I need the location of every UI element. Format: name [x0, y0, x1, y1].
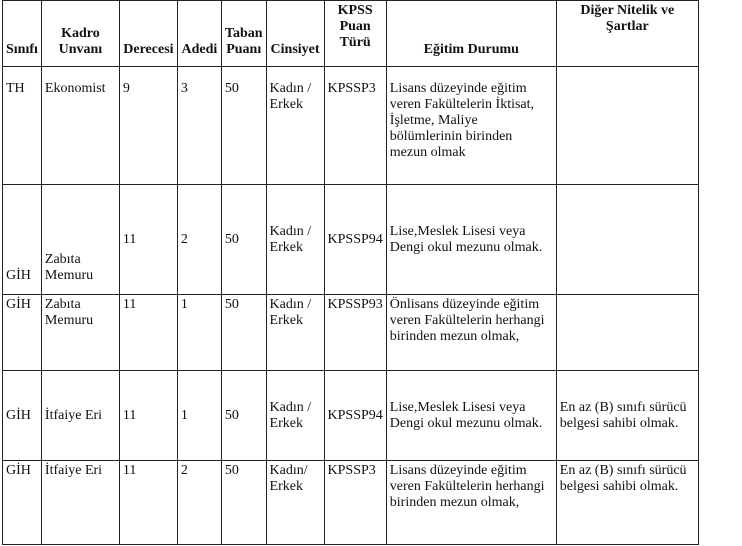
cell-unvan: Zabıta Memuru [41, 295, 119, 371]
cell-derece: 11 [119, 371, 177, 461]
cell-egitim: Lisans düzeyinde eğitim veren Fakültelerin İktisat, İşletme, Maliye bölümlerinin birinden mezun olmak [386, 67, 556, 185]
cell-cinsiyet: Kadın/ Erkek [266, 461, 324, 545]
cell-derece: 11 [119, 295, 177, 371]
cell-cinsiyet: Kadın / Erkek [266, 185, 324, 295]
cell-sinif: GİH [3, 185, 42, 295]
header-cinsiyet: Cinsiyet [266, 1, 324, 67]
kadro-table [2, 0, 699, 545]
header-sinif: Sınıfı [3, 1, 42, 67]
cell-kpss: KPSSP3 [324, 67, 386, 185]
cell-adet: 3 [177, 67, 221, 185]
cell-adet: 1 [177, 371, 221, 461]
cell-kpss: KPSSP3 [324, 461, 386, 545]
cell-diger [556, 67, 698, 185]
cell-kpss: KPSSP94 [324, 371, 386, 461]
cell-adet: 2 [177, 185, 221, 295]
cell-diger: En az (B) sınıfı sürücü belgesi sahibi olmak. [556, 371, 698, 461]
table-row [3, 295, 699, 371]
cell-sinif: GİH [3, 461, 42, 545]
cell-egitim: Lisans düzeyinde eğitim veren Fakültelerin herhangi birinden mezun olmak, [386, 461, 556, 545]
cell-taban: 50 [221, 295, 266, 371]
cell-unvan: Ekonomist [41, 67, 119, 185]
cell-taban: 50 [221, 461, 266, 545]
cell-cinsiyet: Kadın / Erkek [266, 371, 324, 461]
header-adedi: Adedi [177, 1, 221, 67]
cell-adet: 1 [177, 295, 221, 371]
cell-unvan: İtfaiye Eri [41, 371, 119, 461]
cell-derece: 11 [119, 185, 177, 295]
cell-unvan: Zabıta Memuru [41, 185, 119, 295]
cell-sinif: TH [3, 67, 42, 185]
table-row [3, 371, 699, 461]
cell-derece: 11 [119, 461, 177, 545]
cell-egitim: Önlisans düzeyinde eğitim veren Fakültelerin herhangi birinden mezun olmak, [386, 295, 556, 371]
table-row [3, 67, 699, 185]
cell-diger: En az (B) sınıfı sürücü belgesi sahibi olmak. [556, 461, 698, 545]
cell-cinsiyet: Kadın / Erkek [266, 295, 324, 371]
cell-diger [556, 295, 698, 371]
header-diger-nitelik: Diğer Nitelik ve Şartlar [556, 1, 698, 67]
cell-sinif: GİH [3, 295, 42, 371]
header-row [3, 1, 699, 67]
cell-cinsiyet: Kadın / Erkek [266, 67, 324, 185]
cell-derece: 9 [119, 67, 177, 185]
table-row [3, 461, 699, 545]
header-derecesi: Derecesi [119, 1, 177, 67]
cell-taban: 50 [221, 67, 266, 185]
header-kpss-puan-turu: KPSS Puan Türü [324, 1, 386, 67]
cell-sinif: GİH [3, 371, 42, 461]
table-row [3, 185, 699, 295]
cell-diger [556, 185, 698, 295]
cell-kpss: KPSSP94 [324, 185, 386, 295]
cell-adet: 2 [177, 461, 221, 545]
cell-unvan: İtfaiye Eri [41, 461, 119, 545]
header-egitim-durumu: Eğitim Durumu [386, 1, 556, 67]
cell-egitim: Lise,Meslek Lisesi veya Dengi okul mezunu olmak. [386, 371, 556, 461]
header-kadro-unvani: Kadro Unvanı [41, 1, 119, 67]
cell-kpss: KPSSP93 [324, 295, 386, 371]
cell-taban: 50 [221, 185, 266, 295]
header-taban-puani: Taban Puanı [221, 1, 266, 67]
cell-taban: 50 [221, 371, 266, 461]
cell-egitim: Lise,Meslek Lisesi veya Dengi okul mezunu olmak. [386, 185, 556, 295]
